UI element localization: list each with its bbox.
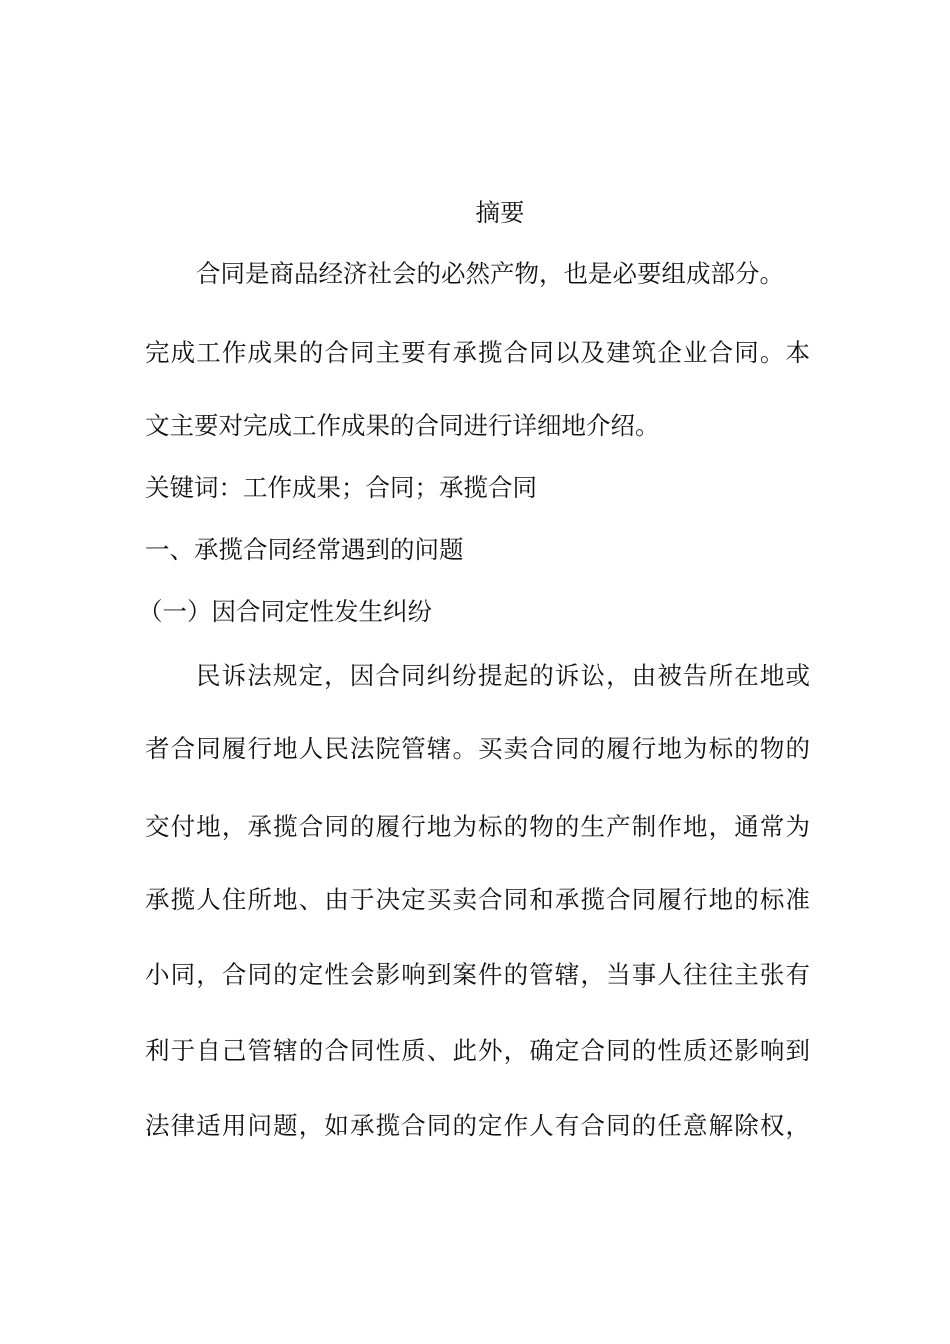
subsection-heading: （一）因合同定性发生纠纷 [138,597,432,626]
page-title: 摘要 [475,198,525,227]
body-line-7: 法律适用问题，如承揽合同的定作人有合同的任意解除权， [145,1111,810,1140]
abstract-line-2: 完成工作成果的合同主要有承揽合同以及建筑企业合同。本 [145,338,810,367]
body-line-5: 小同，合同的定性会影响到案件的管辖，当事人往往主张有 [145,960,810,989]
abstract-line-3: 文主要对完成工作成果的合同进行详细地介绍。 [145,411,660,440]
abstract-line-1: 合同是商品经济社会的必然产物，也是必要组成部分。 [196,259,784,288]
body-line-3: 交付地，承揽合同的履行地为标的物的生产制作地，通常为 [145,812,810,841]
body-line-6: 利于自己管辖的合同性质、此外，确定合同的性质还影响到 [145,1036,810,1065]
body-line-4: 承揽人住所地、由于决定买卖合同和承揽合同履行地的标准 [145,885,810,914]
body-line-1: 民诉法规定，因合同纠纷提起的诉讼，由被告所在地或 [196,661,810,690]
keywords-line: 关键词：工作成果；合同；承揽合同 [145,473,537,502]
section-heading: 一、承揽合同经常遇到的问题 [145,535,464,564]
body-line-2: 者合同履行地人民法院管辖。买卖合同的履行地为标的物的 [145,734,810,763]
